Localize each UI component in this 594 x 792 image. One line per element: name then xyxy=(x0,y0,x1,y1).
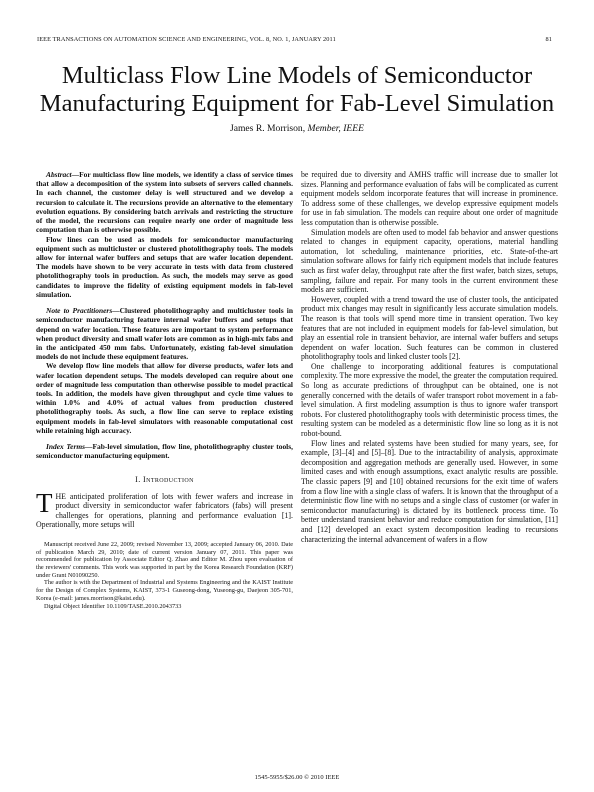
copyright-line: 1545-5955/$26.00 © 2010 IEEE xyxy=(254,774,340,781)
right-paragraph-1: Simulation models are often used to model fab behavior and answer questions related to changes in equipment capacity, operations, material handling automation, lot scheduling, maintenance priorities, etc. State-of-the-art simulation software allows for fairly rich equipment models that include features such as first wafer delay, throughput rate after the first wafer, batch sizes, setups, sampling, failure and repair. For many tools in the current environment these models are sufficient. xyxy=(301,227,558,295)
footnote-doi: Digital Object Identifier 10.1109/TASE.2010.2043733 xyxy=(44,602,182,610)
author-name: James R. Morrison, xyxy=(229,123,306,134)
footnote xyxy=(36,541,293,610)
section-numeral: I. xyxy=(135,474,141,484)
left-column xyxy=(36,170,293,610)
right-column xyxy=(301,170,558,544)
page-number: 81 xyxy=(545,36,552,43)
index-terms xyxy=(36,442,293,460)
drop-cap: T xyxy=(36,487,53,518)
author-line xyxy=(0,123,594,134)
abstract-p2: Flow lines can be used as models for semiconductor manufacturing equipment such as multicluster or clustered photolithography tools. The models allow for internal wafer buffers and setups that are wafer location dependent. The models have shown to be very accurate in tests with data from clustered photolithography tools in production. As such, the models may serve as good candidates to improve the fidelity of existing equipment models in fab-level simulation. xyxy=(36,234,293,299)
intro-p1: HE anticipated proliferation of lots with fewer wafers and increase in product diversity in semiconductor wafer fabricators (fabs) will present challenges for operations, planning and performance evaluation [1]. Operationally, more setups will xyxy=(36,491,293,530)
right-paragraph-3: One challenge to incorporating additional features is computational complexity. The more expressive the model, the greater the computation required. So long as accurate predictions of throughput can be obtained, one is not generally concerned with the details of wafer transport robot movement in a fab-level simulation. A first modeling assumption is thus to ignore wafer transport robots. For clustered photolithography tools with deterministic process times, the resulting system can be modeled as a deterministic flow line so long as it is not robot-bound. xyxy=(301,361,559,439)
footnote-manuscript: Manuscript received June 22, 2009; revised November 13, 2009; accepted January 06, 2010. Date of publication March 29, 2010; date of current version January 07, 2011. This paper was recommended for publication by Associate Editor Q. Zhao and Editor M. Zhou upon evaluation of the reviewers' comments. This work was supported in part by the Korea Research Foundation (KRF) under Grant N01090250. xyxy=(36,540,293,579)
running-header xyxy=(37,36,552,46)
abstract-label: Abstract— xyxy=(46,170,80,179)
note-p2: We develop flow line models that allow for diverse products, wafer lots and wafer location dependent setups. The models developed can require about one order of magnitude less computation than otherwise possible to model practical tools. In addition, the models have given throughput and cycle time values to within 1.0% and 4.0% of actual values from production clustered photolithography tools. As such, a flow line can serve to replace existing equipment models in fab-level simulators with reasonable computational cost while retaining high accuracy. xyxy=(36,361,293,435)
note-to-practitioners xyxy=(36,306,293,435)
index-terms-label: Index Terms— xyxy=(46,442,93,452)
right-paragraph-2: However, coupled with a trend toward the use of cluster tools, the anticipated product mix changes may result in significantly less accurate simulation models. The reason is that tools will spend more time in transient operation. Two key features that are not included in equipment models for fab-level simulation, but play an essential role in transient behavior, are internal wafer buffers and setups dependent on wafer location. Such features can be common in clustered photolithography tools and linked cluster tools [2]. xyxy=(301,294,558,362)
abstract-p1: For multiclass flow line models, we identify a class of service times that allow a decomposition of the system into subsets of servers called channels. In each channel, the customer delay is well structured and we develop a recursion to calculate it. The recursions provide an alternative to the elementary evolution equations. By considering batch arrivals and restricting the structure of the model, the recursions can require nearly one order of magnitude less computation than is otherwise possible. xyxy=(36,170,293,235)
note-label: Note to Practitioners— xyxy=(46,306,120,316)
paper-title: Multiclass Flow Line Models of Semiconductor Manufacturing Equipment for Fab-Level Simulation xyxy=(39,62,555,117)
right-paragraph-4: Flow lines and related systems have been studied for many years, see, for example, [3]–[4] and [5]–[8]. Due to the intractability of analysis, approximate decomposition and aggregation methods are generally used. However, in some limited cases and with enough assumptions, exact analytic results are possible. The classic papers [9] and [10] obtained recursions for the exit time of wafers from a flow line with a single class of wafers. It is known that the throughput of a deterministic flow line with no setups and a single class of customer (or wafer in semiconductor manufacturing) is dictated by its bottleneck process time. To better understand transient behavior and reduce computation for simulation, [11] and [12] developed an exact system decomposition leading to recursions characterizing the internal advancement of wafers in a flow xyxy=(301,438,558,544)
author-role: Member, IEEE xyxy=(307,123,365,134)
journal-name: IEEE TRANSACTIONS ON AUTOMATION SCIENCE AND ENGINEERING, VOL. 8, NO. 1, JANUARY 2011 xyxy=(37,36,336,43)
abstract xyxy=(36,170,293,299)
right-paragraph-0: be required due to diversity and AMHS traffic will increase due to smaller lot sizes. Planning and performance evaluation of fabs will be complicated as current equipment models seldom incorporate features that will increase in prominence. To address some of these challenges, we develop expressive equipment models for use in fab simulation. The models can require about one order of magnitude less computation than is otherwise possible. xyxy=(301,170,558,227)
section-title: Introduction xyxy=(143,474,194,484)
section-heading xyxy=(36,475,293,484)
footnote-affiliation: The author is with the Department of Industrial and Systems Engineering and the KAIST Institute for the Design of Complex Systems, KAIST, 373-1 Guseong-dong, Yuseong-gu, Daejeon 305-701, Korea (e-mail: james.morrison@kaist.edu). xyxy=(36,579,293,602)
introduction xyxy=(36,487,293,530)
index-terms-text: Fab-level simulation, flow line, photolithography cluster tools, semiconductor manufacturing equipment. xyxy=(36,442,293,461)
note-p1: Clustered photolithography and multicluster tools in semiconductor manufacturing feature internal wafer buffers and setups that depend on wafer location. These features are important to system performance when product diversity and small wafer lots are common as in high-mix fabs and in the anticipated 450 mm fabs. Unfortunately, existing fab-level simulation models do not include these equipment features. xyxy=(36,306,293,362)
